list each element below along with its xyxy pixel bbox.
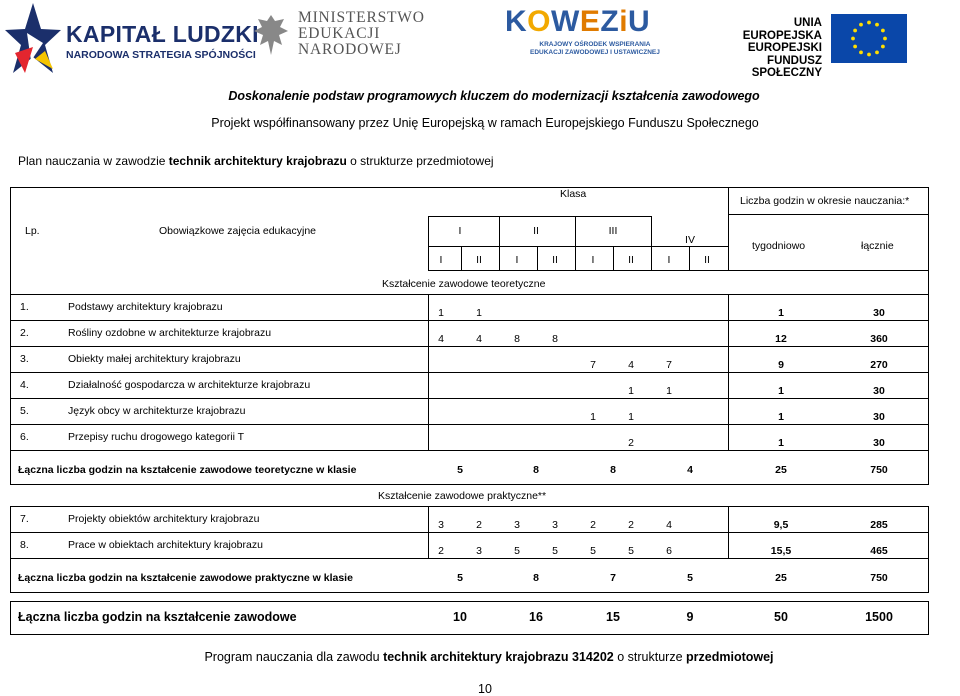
- table-rule: [928, 532, 929, 559]
- theory-row-name: Podstawy architektury krajobrazu: [68, 301, 223, 313]
- logo-bar: [0, 0, 960, 80]
- practice-row-cell: 2: [590, 519, 596, 531]
- table-rule: [10, 634, 929, 635]
- theory-row-lp: 6.: [20, 431, 29, 443]
- theory-row-lp: 3.: [20, 353, 29, 365]
- theory-row-cell: 8: [552, 333, 558, 345]
- theory-total-year: 5: [457, 464, 463, 476]
- table-rule: [651, 216, 652, 271]
- theory-row-cell: 4: [476, 333, 482, 345]
- section-practice: Kształcenie zawodowe praktyczne**: [378, 490, 547, 502]
- table-rule: [728, 372, 729, 399]
- grand-total-total: 1500: [865, 610, 893, 624]
- table-rule: [928, 601, 929, 635]
- table-rule: [428, 346, 429, 373]
- theory-row-total: 360: [870, 333, 888, 345]
- practice-row-cell: 2: [628, 519, 634, 531]
- semester-header: I: [591, 254, 595, 266]
- semester-header: II: [628, 254, 634, 266]
- table-rule: [10, 346, 11, 373]
- table-rule: [10, 506, 11, 533]
- table-rule: [10, 484, 929, 485]
- table-rule: [428, 216, 652, 217]
- theory-row-total: 30: [873, 411, 885, 423]
- lp-header: Lp.: [25, 225, 40, 237]
- practice-row-cell: 3: [476, 545, 482, 557]
- table-rule: [728, 506, 729, 533]
- table-rule: [10, 506, 929, 507]
- theory-row-cell: 1: [476, 307, 482, 319]
- table-rule: [10, 450, 11, 485]
- year-header: III: [608, 225, 618, 237]
- eu-star-icon: [881, 29, 885, 33]
- table-rule: [928, 506, 929, 533]
- table-rule: [428, 398, 429, 425]
- table-rule: [728, 187, 729, 271]
- kapital-ludzki-star-icon: [5, 3, 61, 77]
- table-rule: [928, 398, 929, 425]
- klasa-header: Klasa: [560, 188, 587, 200]
- table-rule: [10, 320, 11, 347]
- practice-row-lp: 7.: [20, 513, 29, 525]
- theory-total-year: 4: [687, 464, 693, 476]
- table-rule: [10, 294, 11, 321]
- theory-row-cell: 1: [628, 411, 634, 423]
- theory-row-lp: 1.: [20, 301, 29, 313]
- practice-row-cell: 5: [514, 545, 520, 557]
- table-rule: [928, 294, 929, 321]
- subjects-header: Obowiązkowe zajęcia edukacyjne: [159, 225, 317, 237]
- ministry-line-3: NARODOWEJ: [298, 41, 402, 58]
- table-rule: [428, 372, 429, 399]
- table-rule: [928, 346, 929, 373]
- theory-total-total: 750: [870, 464, 888, 476]
- theory-row-cell: 4: [438, 333, 444, 345]
- kapital-ludzki-title: KAPITAŁ LUDZKI: [66, 21, 259, 47]
- plan-suffix: o strukturze przedmiotowej: [350, 154, 494, 168]
- table-rule: [689, 246, 690, 271]
- table-rule: [928, 424, 929, 451]
- theory-row-name: Obiekty małej architektury krajobrazu: [68, 353, 241, 365]
- table-rule: [10, 558, 11, 593]
- semester-header: I: [515, 254, 519, 266]
- practice-total-year: 5: [457, 572, 463, 584]
- eu-star-icon: [851, 37, 855, 41]
- theory-row-weekly: 1: [778, 411, 784, 423]
- practice-row-cell: 5: [552, 545, 558, 557]
- practice-total-weekly: 25: [775, 572, 787, 584]
- table-rule: [10, 398, 11, 425]
- theory-row-cell: 1: [666, 385, 672, 397]
- semester-header: I: [667, 254, 671, 266]
- theory-row-lp: 5.: [20, 405, 29, 417]
- kapital-ludzki-subtitle: NARODOWA STRATEGIA SPÓJNOŚCI: [66, 49, 256, 61]
- eu-star-icon: [883, 37, 887, 41]
- eu-star-icon: [867, 21, 871, 25]
- theory-row-lp: 4.: [20, 379, 29, 391]
- table-rule: [10, 424, 11, 451]
- practice-total-total: 750: [870, 572, 888, 584]
- project-subtitle: Projekt współfinansowany przez Unię Europejską w ramach Europejskiego Funduszu Społecznego: [211, 116, 759, 130]
- practice-row-lp: 8.: [20, 539, 29, 551]
- theory-row-cell: 1: [590, 411, 596, 423]
- practice-row-total: 465: [870, 545, 888, 557]
- table-rule: [10, 424, 929, 425]
- theory-row-cell: 2: [628, 437, 634, 449]
- practice-total-year: 5: [687, 572, 693, 584]
- grand-total-year: 10: [453, 610, 467, 624]
- practice-row-weekly: 15,5: [770, 545, 792, 557]
- theory-row-name: Rośliny ozdobne w architekturze krajobrazu: [68, 327, 272, 339]
- theory-row-total: 30: [873, 307, 885, 319]
- theory-row-name: Język obcy w architekturze krajobrazu: [68, 405, 246, 417]
- plan-prefix: Plan nauczania w zawodzie: [18, 154, 166, 168]
- eu-star-icon: [859, 23, 863, 27]
- table-rule: [728, 214, 929, 215]
- grand-total-weekly: 50: [774, 610, 788, 624]
- grand-total-year: 9: [686, 610, 694, 624]
- eu-star-icon: [859, 51, 863, 55]
- eu-star-icon: [867, 53, 871, 57]
- theory-row-total: 30: [873, 385, 885, 397]
- table-rule: [728, 320, 729, 347]
- eu-star-icon: [875, 23, 879, 27]
- ministry-line-1: MINISTERSTWO: [298, 9, 425, 26]
- practice-row-name: Projekty obiektów architektury krajobrazu: [68, 513, 260, 525]
- theory-row-cell: 8: [514, 333, 520, 345]
- footer-middle: o strukturze: [617, 650, 683, 664]
- year-header: IV: [685, 234, 695, 246]
- plan-heading: [18, 154, 494, 168]
- theory-row-name: Przepisy ruchu drogowego kategorii T: [68, 431, 245, 443]
- table-rule: [651, 246, 729, 247]
- practice-row-cell: 2: [476, 519, 482, 531]
- theory-row-total: 270: [870, 359, 888, 371]
- table-rule: [428, 246, 652, 247]
- table-rule: [10, 558, 929, 559]
- practice-row-cell: 3: [552, 519, 558, 531]
- footer-profession: technik architektury krajobrazu 314202: [383, 650, 614, 664]
- theory-row-total: 30: [873, 437, 885, 449]
- koweziu-sub-line-2: EDUKACJI ZAWODOWEJ I USTAWICZNEJ: [530, 49, 660, 56]
- table-rule: [428, 424, 429, 451]
- theory-row-lp: 2.: [20, 327, 29, 339]
- theory-row-cell: 1: [628, 385, 634, 397]
- theory-row-cell: 7: [590, 359, 596, 371]
- theory-row-weekly: 1: [778, 307, 784, 319]
- grand-total-year: 16: [529, 610, 543, 624]
- theory-row-weekly: 9: [778, 359, 784, 371]
- table-rule: [10, 450, 929, 451]
- table-rule: [10, 187, 929, 188]
- table-rule: [928, 558, 929, 593]
- table-rule: [728, 424, 729, 451]
- theory-row-weekly: 12: [775, 333, 787, 345]
- practice-total-label: Łączna liczba godzin na kształcenie zawodowe praktyczne w klasie: [18, 572, 353, 584]
- eu-star-icon: [853, 45, 857, 49]
- ministry-logo-text: [298, 10, 425, 58]
- table-rule: [10, 601, 929, 602]
- theory-row-cell: 4: [628, 359, 634, 371]
- table-rule: [10, 398, 929, 399]
- section-theory: Kształcenie zawodowe teoretyczne: [382, 278, 546, 290]
- eu-line-3: FUNDUSZ SPOŁECZNY: [751, 54, 822, 79]
- table-rule: [428, 270, 929, 271]
- practice-total-year: 8: [533, 572, 539, 584]
- practice-row-weekly: 9,5: [773, 519, 789, 531]
- eu-star-icon: [875, 51, 879, 55]
- total-header: łącznie: [861, 240, 894, 252]
- theory-row-cell: 7: [666, 359, 672, 371]
- koweziu-logo: KOWEZiU: [505, 5, 651, 38]
- table-rule: [728, 294, 729, 321]
- table-rule: [10, 346, 929, 347]
- practice-row-total: 285: [870, 519, 888, 531]
- theory-row-cell: 1: [438, 307, 444, 319]
- practice-row-cell: 4: [666, 519, 672, 531]
- footer-prefix: Program nauczania dla zawodu: [204, 650, 380, 664]
- table-rule: [10, 372, 929, 373]
- theory-row-name: Działalność gospodarcza w architekturze krajobrazu: [68, 379, 311, 391]
- table-rule: [461, 246, 462, 271]
- table-rule: [728, 532, 729, 559]
- table-rule: [10, 187, 11, 295]
- koweziu-sub-line-1: KRAJOWY OŚRODEK WSPIERANIA: [539, 41, 651, 48]
- eu-star-icon: [853, 29, 857, 33]
- eu-flag-icon: [831, 14, 907, 63]
- table-rule: [537, 246, 538, 271]
- grand-total-year: 15: [606, 610, 620, 624]
- eu-line-2: EUROPEJSKI: [747, 42, 822, 54]
- theory-row-weekly: 1: [778, 437, 784, 449]
- table-rule: [10, 372, 11, 399]
- table-rule: [10, 592, 929, 593]
- semester-header: II: [552, 254, 558, 266]
- hours-header: Liczba godzin w okresie nauczania:*: [740, 195, 910, 207]
- ministry-line-2: EDUKACJI: [298, 25, 381, 42]
- table-rule: [10, 532, 11, 559]
- table-rule: [928, 187, 929, 295]
- year-header: I: [458, 225, 462, 237]
- page-footer: [0, 650, 960, 664]
- table-rule: [10, 601, 11, 635]
- semester-header: II: [476, 254, 482, 266]
- practice-row-cell: 5: [590, 545, 596, 557]
- table-rule: [10, 320, 929, 321]
- grand-total-label: Łączna liczba godzin na kształcenie zawodowe: [18, 610, 297, 624]
- practice-row-cell: 3: [438, 519, 444, 531]
- semester-header: I: [439, 254, 443, 266]
- table-rule: [928, 320, 929, 347]
- table-rule: [728, 346, 729, 373]
- theory-total-year: 8: [533, 464, 539, 476]
- table-rule: [928, 450, 929, 485]
- theory-row-weekly: 1: [778, 385, 784, 397]
- eu-line-1: UNIA EUROPEJSKA: [742, 17, 822, 42]
- semester-header: II: [704, 254, 710, 266]
- page-number: 10: [478, 682, 492, 696]
- table-rule: [575, 216, 576, 271]
- project-title: Doskonalenie podstaw programowych kluczem do modernizacji kształcenia zawodowego: [228, 89, 760, 103]
- eu-star-icon: [881, 45, 885, 49]
- theory-total-year: 8: [610, 464, 616, 476]
- footer-suffix: przedmiotowej: [686, 650, 774, 664]
- practice-row-name: Prace w obiektach architektury krajobrazu: [68, 539, 263, 551]
- practice-row-cell: 6: [666, 545, 672, 557]
- koweziu-subtitle: [530, 41, 660, 57]
- plan-profession: technik architektury krajobrazu: [168, 154, 347, 168]
- theory-total-weekly: 25: [775, 464, 787, 476]
- table-rule: [10, 294, 929, 295]
- practice-row-cell: 2: [438, 545, 444, 557]
- table-rule: [613, 246, 614, 271]
- practice-row-cell: 3: [514, 519, 520, 531]
- theory-total-label: Łączna liczba godzin na kształcenie zawodowe teoretyczne w klasie: [18, 464, 357, 476]
- table-rule: [728, 398, 729, 425]
- practice-row-cell: 5: [628, 545, 634, 557]
- table-rule: [499, 216, 500, 271]
- table-rule: [928, 372, 929, 399]
- weekly-header: tygodniowo: [752, 240, 806, 252]
- eu-logo-text: [716, 17, 822, 80]
- practice-total-year: 7: [610, 572, 616, 584]
- eagle-emblem-icon: [252, 11, 290, 59]
- year-header: II: [533, 225, 539, 237]
- table-rule: [10, 532, 929, 533]
